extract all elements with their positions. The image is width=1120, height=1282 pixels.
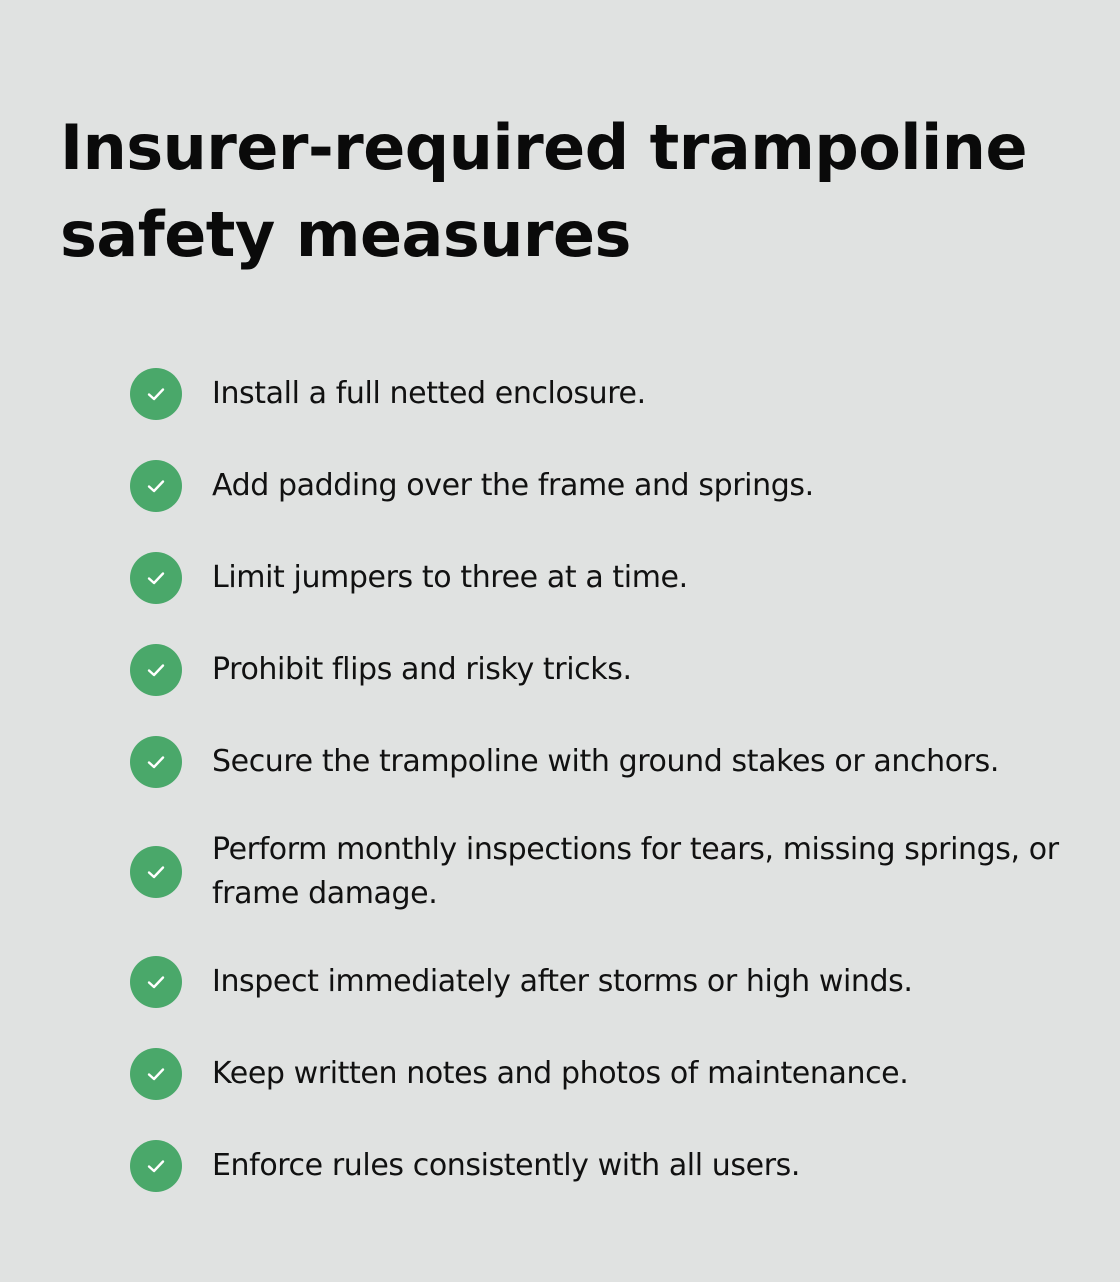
list-item-text: Keep written notes and photos of maintenance.	[212, 1056, 909, 1091]
list-item	[130, 1120, 1070, 1212]
list-item-text: Limit jumpers to three at a time.	[212, 560, 688, 595]
check-circle-icon	[130, 956, 182, 1008]
list-item-text: Secure the trampoline with ground stakes or anchors.	[212, 744, 999, 779]
list-item-text: Enforce rules consistently with all users.	[212, 1148, 801, 1183]
check-circle-icon	[130, 552, 182, 604]
check-circle-icon	[130, 1048, 182, 1100]
check-circle-icon	[130, 644, 182, 696]
check-circle-icon	[130, 846, 182, 898]
list-item-text: Install a full netted enclosure.	[212, 376, 646, 411]
list-item	[130, 532, 1070, 624]
list-item	[130, 624, 1070, 716]
list-item	[130, 348, 1070, 440]
list-item-text: Prohibit flips and risky tricks.	[212, 652, 632, 687]
check-circle-icon	[130, 1140, 182, 1192]
list-item	[130, 808, 1070, 936]
list-item-text: Add padding over the frame and springs.	[212, 468, 814, 503]
list-item-text: Perform monthly inspections for tears, missing springs, or frame damage.	[212, 832, 1059, 911]
list-item	[130, 1028, 1070, 1120]
check-circle-icon	[130, 460, 182, 512]
check-circle-icon	[130, 368, 182, 420]
list-item	[130, 440, 1070, 532]
list-item	[130, 716, 1070, 808]
page-title: Insurer-required trampoline safety measures	[60, 111, 1027, 271]
list-item-text: Inspect immediately after storms or high winds.	[212, 964, 913, 999]
safety-checklist	[130, 348, 1070, 1212]
list-item	[130, 936, 1070, 1028]
check-circle-icon	[130, 736, 182, 788]
